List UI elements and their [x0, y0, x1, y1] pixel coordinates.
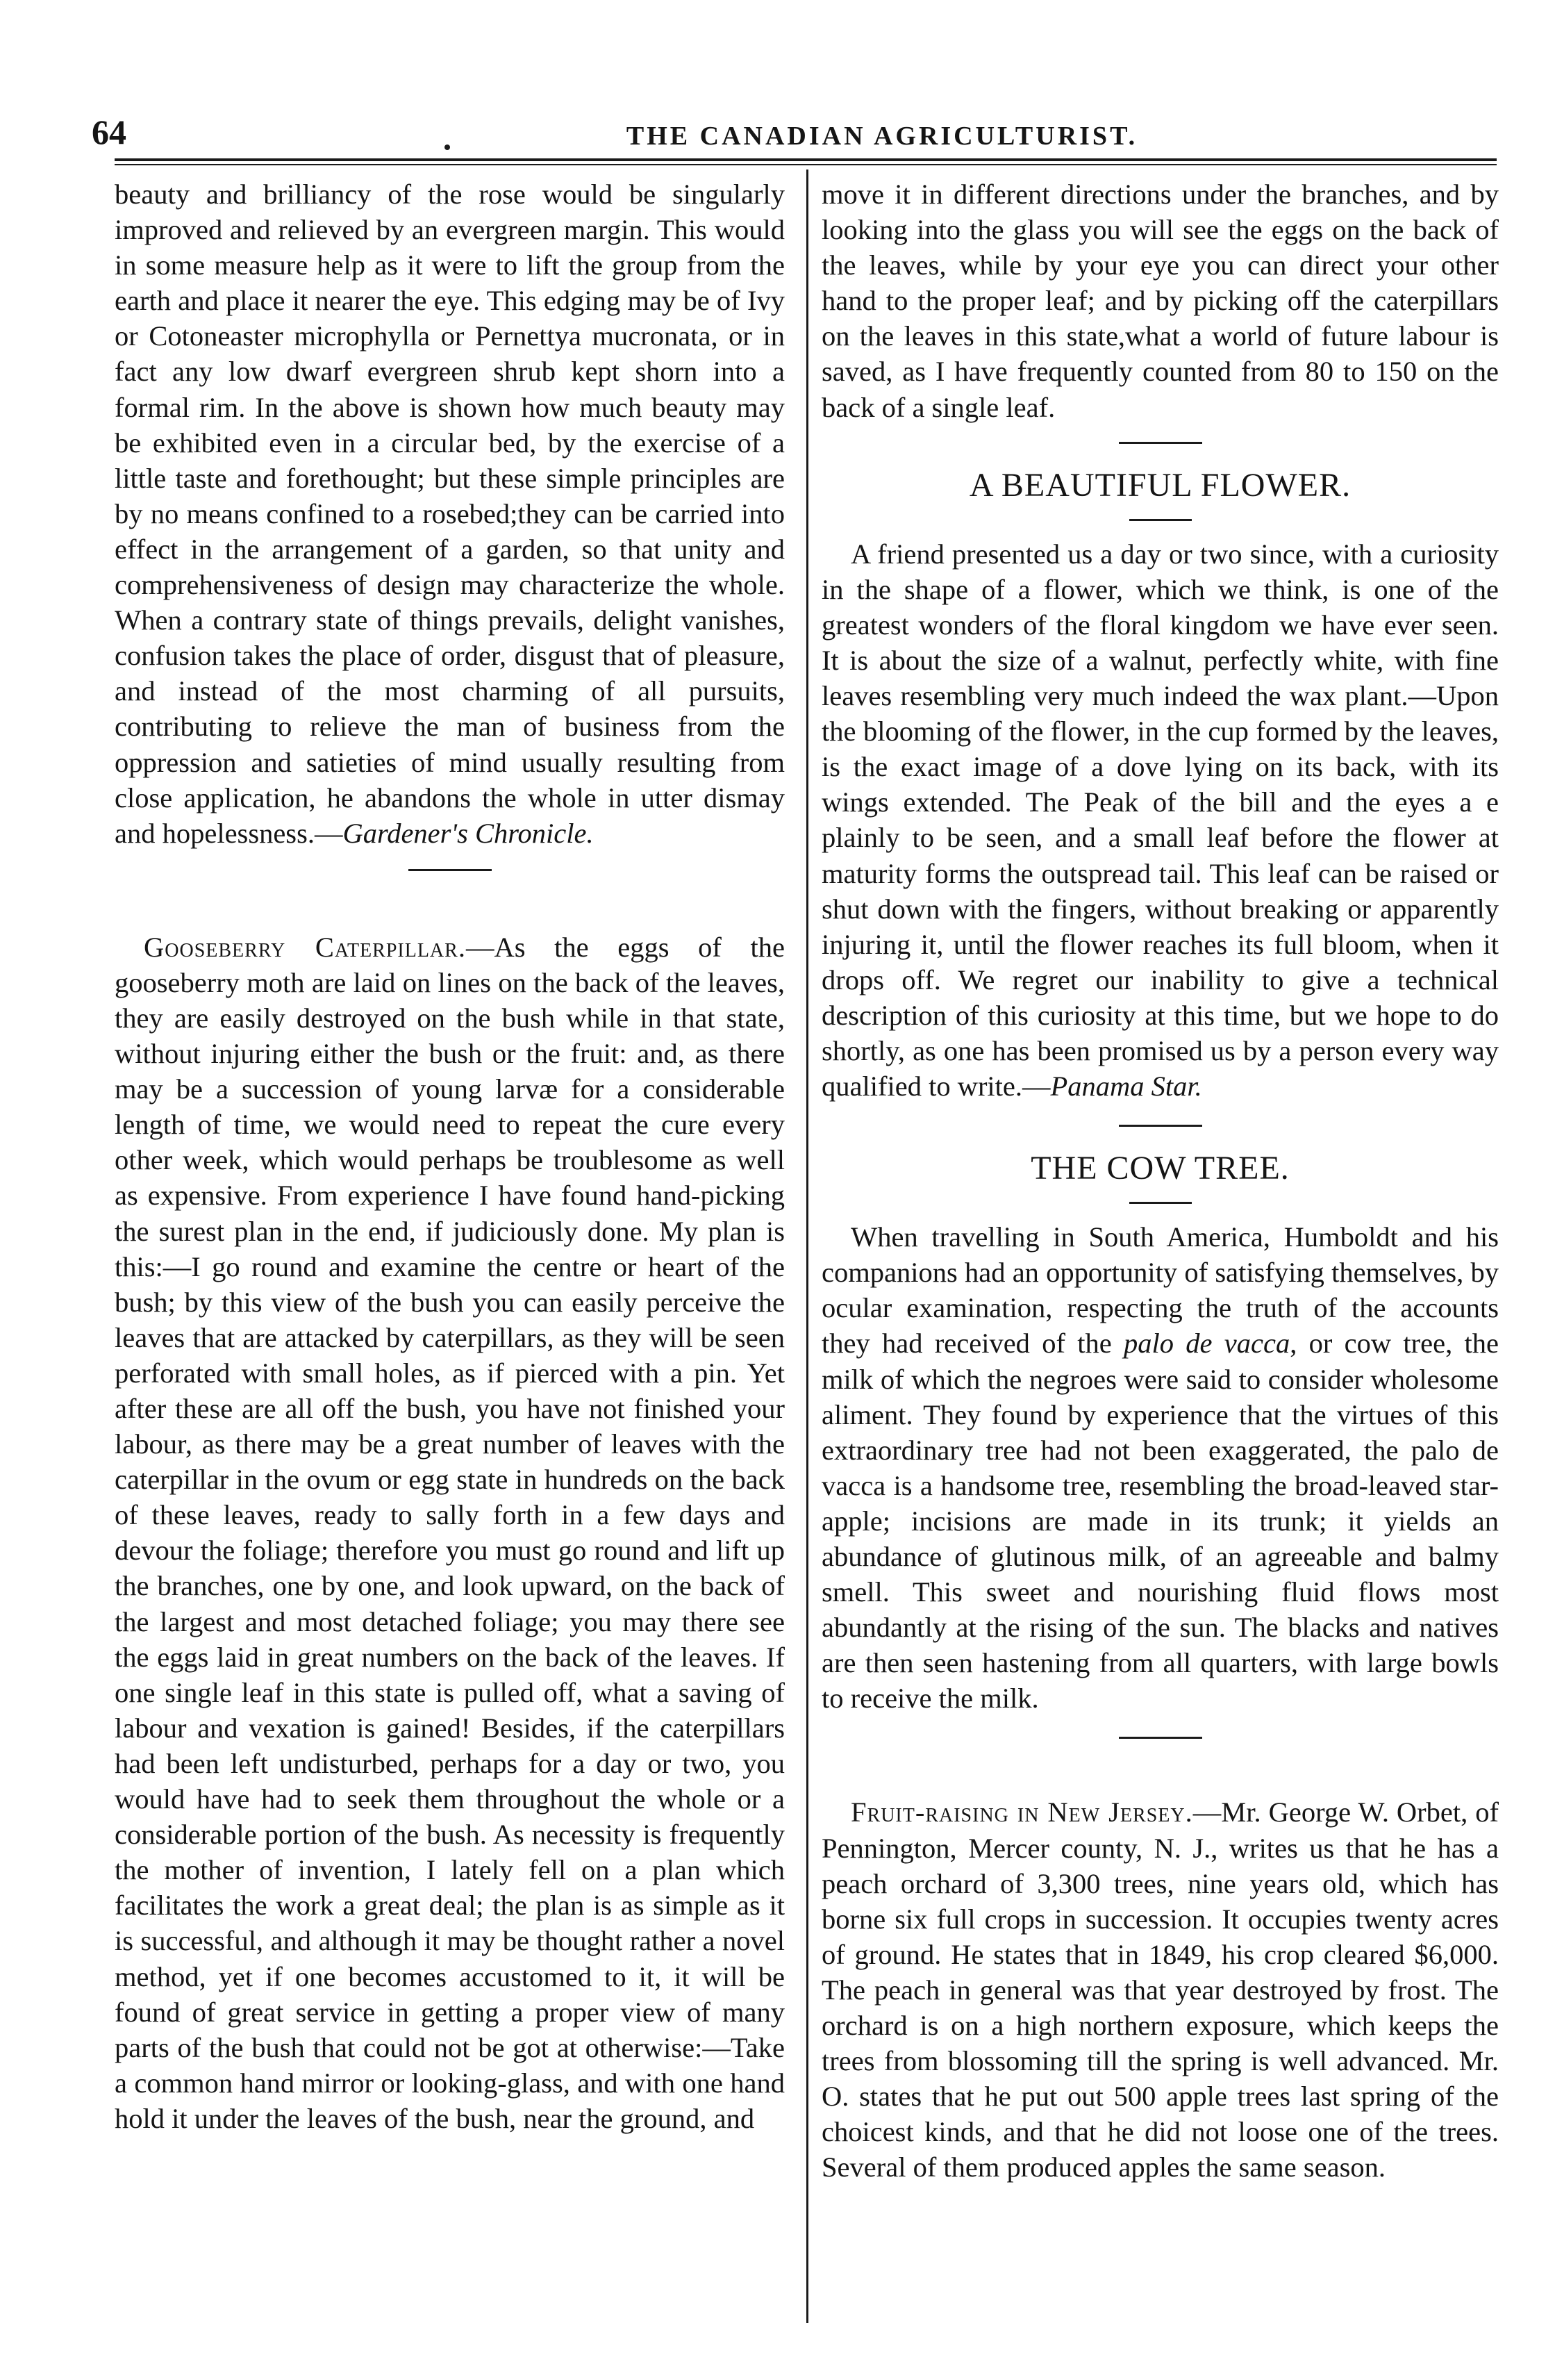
right-column — [822, 176, 1499, 2185]
rose-bed-paragraph — [115, 176, 785, 851]
cow-tree-heading: THE COW TREE. — [1031, 1150, 1290, 1187]
section-rule — [1119, 442, 1202, 444]
section-rule — [1119, 1125, 1202, 1127]
rose-bed-text: beauty and brilliancy of the rose would be singularly improved and relieved by an evergreen margin. This would in some measure help as it were to lift the group from the earth and place it nearer the eye. This edging may be of Ivy or Cotoneaster microphylla or Pernettya mucronata, or in fact any low dwarf evergreen shrub kept shorn into a formal rim. In the above is shown how much beauty may be exhibited even in a circular bed, by the exercise of a little taste and forethought; but these simple principles are by no means confined to a rosebed;they can be carried into effect in the arrangement of a garden, so that unity and comprehensiveness of design may characterize the whole. When a contrary state of things prevails, delight vanishes, confusion takes the place of order, disgust that of pleasure, and instead of the most charming of all pursuits, contributing to relieve the man of business from the oppression and satieties of mind usually resulting from close application, he abandons the whole in utter dismay and hopelessness.— — [115, 179, 785, 849]
header-rule — [115, 158, 1497, 161]
fruit-raising-paragraph — [822, 1794, 1499, 2185]
gooseberry-title: Gooseberry Caterpillar. — [144, 931, 466, 963]
section-rule — [1119, 1737, 1202, 1739]
header-rule-thin — [115, 164, 1497, 165]
gardeners-chronicle-attribution: Gardener's Chronicle. — [342, 817, 594, 849]
gooseberry-continuation: move it in different directions under the branches, and by looking into the glass you will see the eggs on the back of the leaves, while by your eye you can direct your other hand to the proper leaf; and by picking off the caterpillars on the leaves in this state,what a world of future labour is saved, as I have frequently counted from 80 to 150 on the back of a single leaf. — [822, 179, 1499, 423]
page-number: 64 — [92, 113, 126, 151]
cow-tree-paragraph — [822, 1219, 1499, 1716]
heading-rule — [1129, 1202, 1192, 1204]
running-title: THE CANADIAN AGRICULTURIST. — [626, 122, 1138, 151]
beautiful-flower-paragraph — [822, 536, 1499, 1105]
fruit-raising-title: Fruit-raising in New Jersey. — [851, 1796, 1193, 1828]
gooseberry-paragraph — [115, 929, 785, 2136]
gooseberry-text: —As the eggs of the gooseberry moth are laid on lines on the back of the leaves, they are easily destroyed on the bush while in that state, without injuring either the bush or the fruit: and, as there may be a succession of young larvæ for a considerable length of time, we would need to repeat the cure every other week, which would perhaps be troublesome as well as expensive. From experience I have found hand-picking the surest plan in the end, if judiciously done. My plan is this:—I go round and examine the centre or heart of the bush; by this view of the bush you can easily perceive the leaves that are attacked by caterpillars, as they will be seen perforated with small holes, as if pierced with a pin. Yet after these are all off the bush, you have not finished your labour, as there may be a great number of leaves with the caterpillar in the ovum or egg state in hundreds on the back of these leaves, ready to sally forth in a few days and devour the foliage; therefore you must go round and lift up the branches, one by one, and look upward, on the back of the largest and most detached foliage; you may there see the eggs laid in great numbers on the back of the leaves. If one single leaf in this state is pulled off, what a saving of labour and vexation is gained! Besides, if the caterpillars had been left undisturbed, perhaps for a day or two, you would have had to seek them throughout the whole or a considerable portion of the bush. As necessity is frequently the mother of invention, I lately fell on a plan which facilitates the work a great deal; the plan is as simple as it is successful, and although it may be thought rather a novel method, yet if one becomes accustomed to it, it will be found of great service in getting a proper view of many parts of the bush that could not be got at otherwise:—Take a common hand mirror or looking-glass, and with one hand hold it under the leaves of the bush, near the ground, and — [115, 931, 785, 2134]
cow-tree-text-2: , or cow tree, the milk of which the negroes were said to consider wholesome aliment. They found by experience that the virtues of this extraordinary tree had not been exaggerated, the palo de vacca is a handsome tree, resembling the broad-leaved star-apple; incisions are made in its trunk; it yields an abundance of glutinous milk, of an agreeable and balmy smell. This sweet and nourishing fluid flows most abundantly at the rising of the sun. The blacks and natives are then seen hastening from all quarters, with large bowls to receive the milk. — [822, 1328, 1499, 1714]
palo-de-vacca-term: palo de vacca — [1124, 1328, 1290, 1360]
panama-star-attribution: Panama Star. — [1050, 1071, 1202, 1102]
section-rule — [408, 869, 492, 871]
heading-rule — [1129, 519, 1192, 521]
beautiful-flower-text: A friend presented us a day or two since, with a curiosity in the shape of a flower, which we think, is one of the greatest wonders of the floral kingdom we have ever seen. It is about the size of a walnut, perfectly white, with fine leaves resembling very much indeed the wax plant.—Upon the blooming of the flower, in the cup formed by the leaves, is the exact image of a dove lying on its back, with its wings extended. The Peak of the bill and the eyes a e plainly to be seen, and a small leaf before the flower at maturity forms the outspread tail. This leaf can be raised or shut down with the fingers, without breaking or apparently injuring it, until the flower reaches its full bloom, when it drops off. We regret our inability to give a technical description of this curiosity at this time, but we hope to do shortly, as one has been promised us by a person every way qualified to write.— — [822, 538, 1499, 1102]
cow-tree-text-1: When travelling in South America, Humboldt and his companions had an opportunity of satisfying themselves, by ocular examination, respecting the truth of the accounts they had received of the — [822, 1221, 1499, 1360]
fruit-raising-text: —Mr. George W. Orbet, of Pennington, Mercer county, N. J., writes us that he has a peach orchard of 3,300 trees, nine years old, which has borne six full crops in succession. It occupies twenty acres of ground. He states that in 1849, his crop cleared $6,000. The peach in general was that year destroyed by frost. The orchard is on a high northern exposure, which keeps the trees from blossoming till the spring is well advanced. Mr. O. states that he put out 500 apple trees last spring of the choicest kinds, and that he did not loose one of the trees. Several of them produced apples the same season. — [822, 1796, 1499, 2183]
beautiful-flower-heading: A BEAUTIFUL FLOWER. — [969, 466, 1352, 504]
column-divider — [806, 170, 808, 2323]
left-column — [115, 176, 785, 2136]
